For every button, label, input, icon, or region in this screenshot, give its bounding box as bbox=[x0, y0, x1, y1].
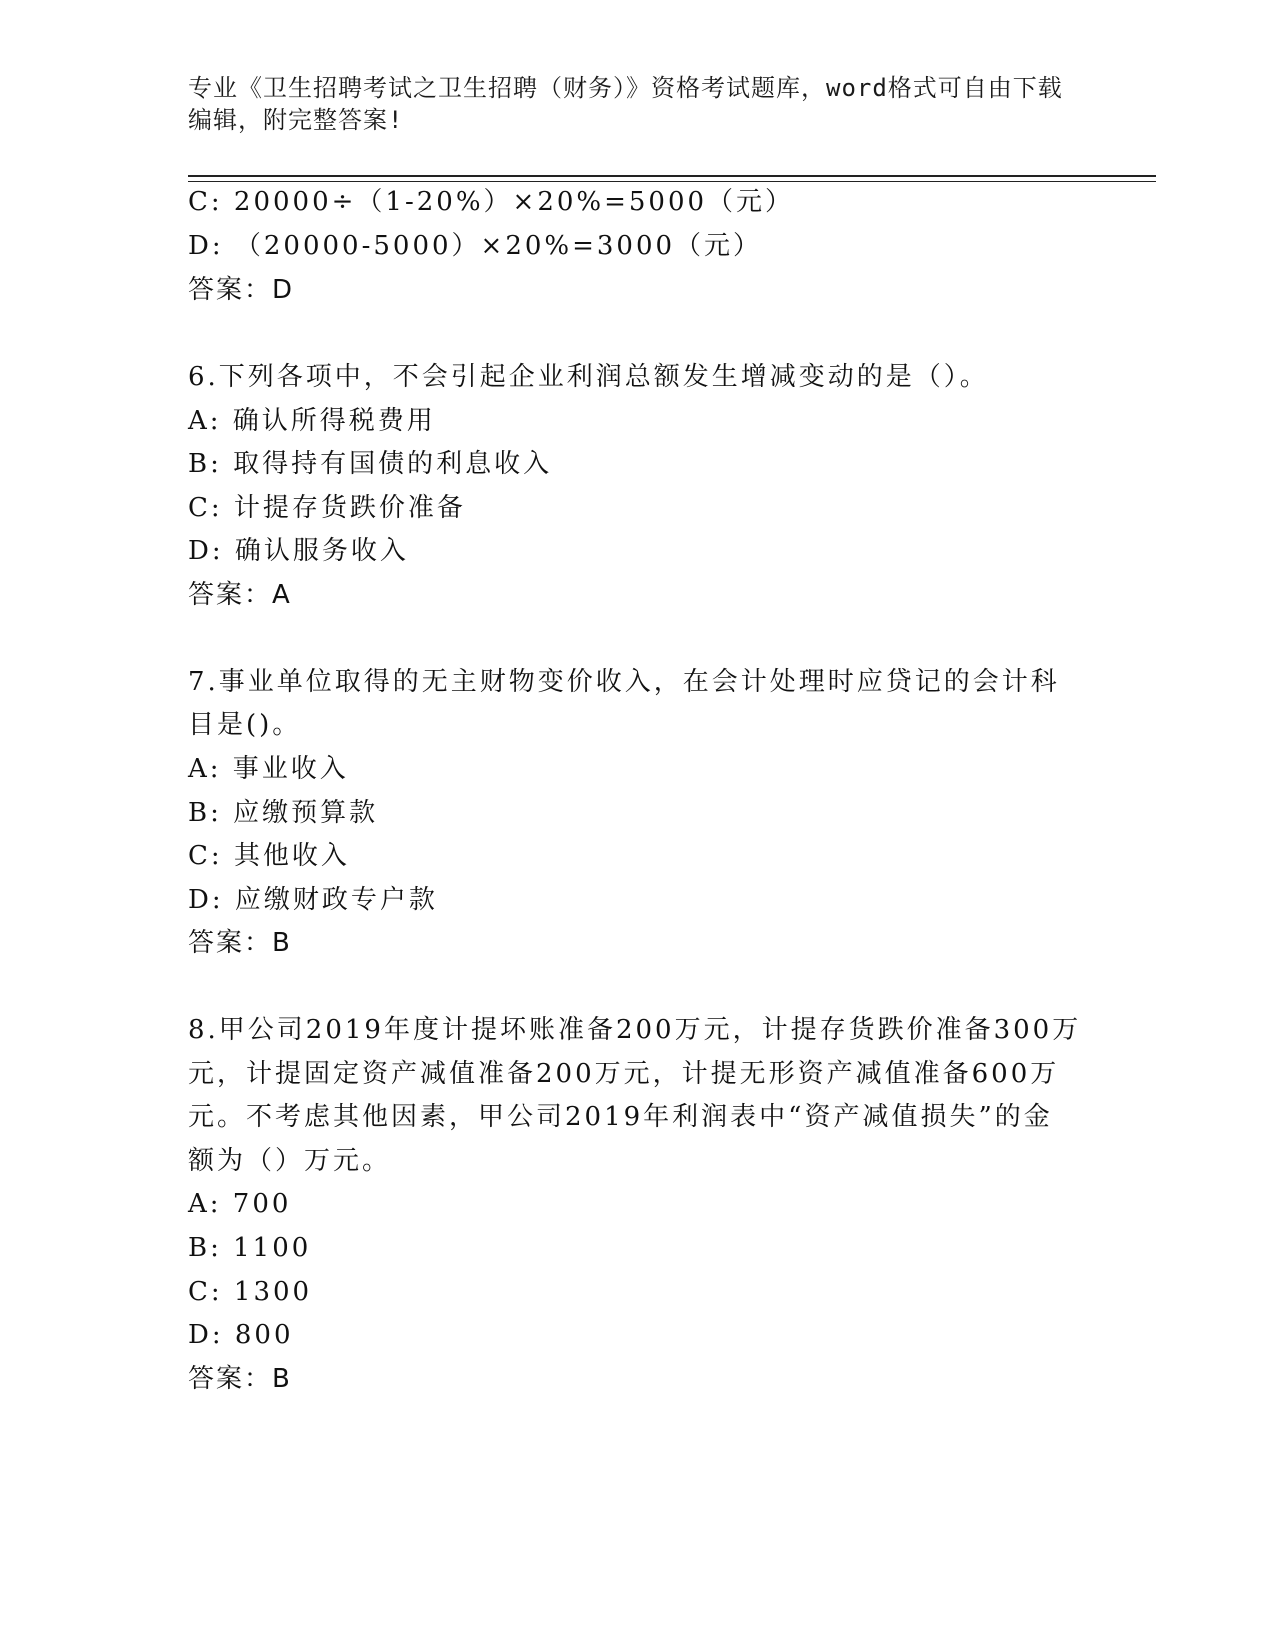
q7-option-d: D: 应缴财政专户款 bbox=[188, 885, 438, 915]
q7-option-a: A: 事业收入 bbox=[188, 754, 349, 784]
header-line-2: 编辑，附完整答案! bbox=[188, 106, 404, 134]
q8-answer: 答案：B bbox=[188, 1364, 292, 1394]
q5-option-c: C: 20000÷（1-20%）×20%=5000（元） bbox=[188, 187, 795, 217]
q7-answer: 答案：B bbox=[188, 928, 292, 958]
q8-option-b: B: 1100 bbox=[188, 1233, 312, 1263]
q7-stem-line-2: 目是()。 bbox=[188, 710, 302, 740]
q5-answer: 答案：D bbox=[188, 275, 295, 305]
q6-option-d: D: 确认服务收入 bbox=[188, 536, 409, 566]
q6-answer: 答案：A bbox=[188, 580, 292, 610]
q8-stem-line-2: 元，计提固定资产减值准备200万元，计提无形资产减值准备600万 bbox=[188, 1059, 1060, 1089]
q6-option-b: B: 取得持有国债的利息收入 bbox=[188, 449, 553, 479]
header-line-1: 专业《卫生招聘考试之卫生招聘（财务）》资格考试题库，word格式可自由下载 bbox=[188, 74, 1063, 102]
q7-option-b: B: 应缴预算款 bbox=[188, 798, 379, 828]
q5-option-d: D: （20000-5000）×20%=3000（元） bbox=[188, 231, 763, 261]
header-divider-thin bbox=[188, 181, 1156, 182]
q8-option-c: C: 1300 bbox=[188, 1277, 313, 1307]
q6-stem: 6.下列各项中，不会引起企业利润总额发生增减变动的是（）。 bbox=[188, 362, 989, 392]
q8-option-d: D: 800 bbox=[188, 1320, 294, 1350]
header-divider-thick bbox=[188, 175, 1156, 177]
q6-option-c: C: 计提存货跌价准备 bbox=[188, 493, 466, 523]
q7-option-c: C: 其他收入 bbox=[188, 841, 350, 871]
q6-option-a: A: 确认所得税费用 bbox=[188, 406, 436, 436]
q8-stem-line-1: 8.甲公司2019年度计提坏账准备200万元，计提存货跌价准备300万 bbox=[188, 1015, 1082, 1045]
document-header bbox=[188, 72, 1088, 136]
q8-option-a: A: 700 bbox=[188, 1189, 292, 1219]
q8-stem-line-4: 额为（）万元。 bbox=[188, 1146, 392, 1176]
q8-stem-line-3: 元。不考虑其他因素，甲公司2019年利润表中“资产减值损失”的金 bbox=[188, 1102, 1053, 1132]
q7-stem-line-1: 7.事业单位取得的无主财物变价收入，在会计处理时应贷记的会计科 bbox=[188, 667, 1060, 697]
